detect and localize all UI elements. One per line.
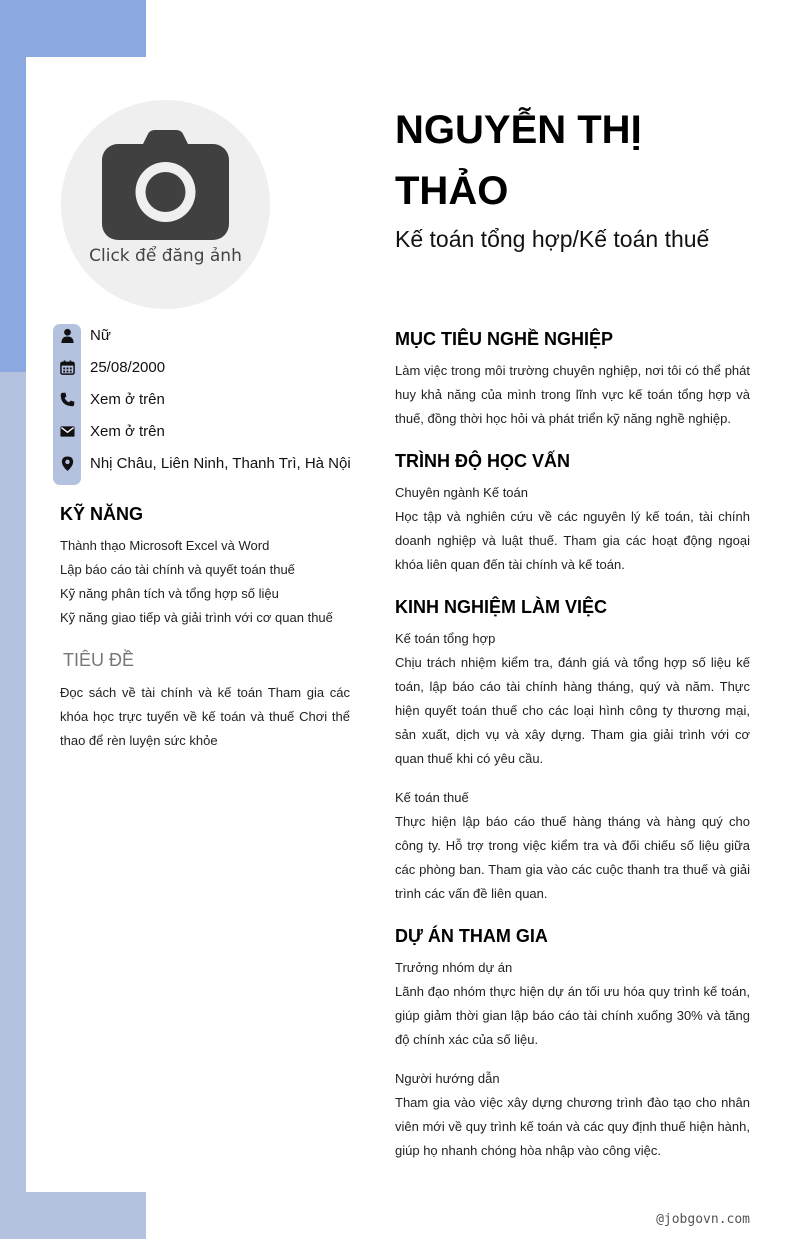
decor-band-bottom xyxy=(0,1192,146,1239)
project-role: Trưởng nhóm dự án xyxy=(395,960,513,975)
photo-upload-label: Click để đăng ảnh xyxy=(89,246,242,266)
education-heading: TRÌNH ĐỘ HỌC VẤN xyxy=(395,451,570,471)
person-icon xyxy=(60,328,75,343)
contact-email xyxy=(60,421,360,445)
experience-heading: KINH NGHIỆM LÀM VIỆC xyxy=(395,597,608,617)
experience-job-text: Thực hiện lập báo cáo thuế hàng tháng và hàng quý cho công ty. Hỗ trợ trong việc kiểm tra và đối chiếu số liệu giữa các phòng ban. Tham gia vào các cuộc thanh tra thuế và giải trình các vấn đề liên quan. xyxy=(395,814,750,901)
objective-text: Làm việc trong môi trường chuyên nghiệp, nơi tôi có thể phát huy khả năng của mình trong lĩnh vực kế toán tổng hợp và thuế, đồng thời học hỏi và phát triển kỹ năng nghề nghiệp. xyxy=(395,363,750,426)
education-major: Chuyên ngành Kế toán xyxy=(395,485,528,500)
decor-band-left xyxy=(0,372,26,1239)
mail-icon xyxy=(60,424,75,439)
email-value[interactable]: Xem ở trên xyxy=(90,423,165,440)
extra-section-text: Đọc sách về tài chính và kế toán Tham gia các khóa học trực tuyến về kế toán và thuế Chơi thể thao để rèn luyện sức khỏe xyxy=(60,685,350,748)
education-text: Học tập và nghiên cứu về các nguyên lý kế toán, tài chính doanh nghiệp và luật thuế. Tham gia các hoạt động ngoại khóa liên quan đến tài chính và kế toán. xyxy=(395,509,750,572)
birthday-value: 25/08/2000 xyxy=(90,359,166,376)
camera-icon xyxy=(102,130,229,240)
gender-value: Nữ xyxy=(90,327,111,344)
location-pin-icon xyxy=(60,455,75,472)
projects-heading: DỰ ÁN THAM GIA xyxy=(395,926,548,946)
photo-upload[interactable] xyxy=(61,100,270,309)
project-text: Tham gia vào việc xây dựng chương trình đào tạo cho nhân viên mới về quy trình kế toán và các quy định thuế hiện hành, giúp họ nhanh chóng hòa nhập vào công việc. xyxy=(395,1095,750,1158)
skill-item: Lập báo cáo tài chính và quyết toán thuế xyxy=(60,562,295,577)
phone-value[interactable]: Xem ở trên xyxy=(90,391,165,408)
contact-address xyxy=(60,453,360,477)
contact-gender xyxy=(60,325,360,349)
experience-job-title: Kế toán thuế xyxy=(395,790,469,805)
calendar-icon xyxy=(60,360,75,375)
job-title: Kế toán tổng hợp/Kế toán thuế xyxy=(395,226,710,252)
experience-job-title: Kế toán tổng hợp xyxy=(395,631,496,646)
project-text: Lãnh đạo nhóm thực hiện dự án tối ưu hóa quy trình kế toán, giúp giảm thời gian lập báo cáo tài chính xuống 30% và tăng độ chính xác của số liệu. xyxy=(395,984,750,1047)
footer-watermark: @jobgovn.com xyxy=(656,1212,750,1227)
skill-item: Kỹ năng phân tích và tổng hợp số liệu xyxy=(60,586,279,601)
skill-item: Kỹ năng giao tiếp và giải trình với cơ quan thuế xyxy=(60,610,333,625)
objective-heading: MỤC TIÊU NGHỀ NGHIỆP xyxy=(395,329,614,349)
extra-section-heading: TIÊU ĐỀ xyxy=(63,650,135,670)
skills-heading: KỸ NĂNG xyxy=(60,504,144,524)
candidate-name: NGUYỄN THỊ THẢO xyxy=(395,108,642,213)
phone-icon xyxy=(60,392,75,407)
experience-job-text: Chịu trách nhiệm kiểm tra, đánh giá và tổng hợp số liệu kế toán, lập báo cáo tài chính hàng tháng, quý và năm. Thực hiện quyết toán thuế cho các loại hình công ty thương mại, sản xuất, dịch vụ và xây dựng. Tham gia giải trình với cơ quan thuế khi có yêu cầu. xyxy=(395,655,750,766)
project-role: Người hướng dẫn xyxy=(395,1071,500,1086)
skill-item: Thành thạo Microsoft Excel và Word xyxy=(60,538,270,553)
contact-phone xyxy=(60,389,360,413)
address-value: Nhị Châu, Liên Ninh, Thanh Trì, Hà Nội xyxy=(90,455,351,472)
contact-birthday xyxy=(60,357,360,381)
